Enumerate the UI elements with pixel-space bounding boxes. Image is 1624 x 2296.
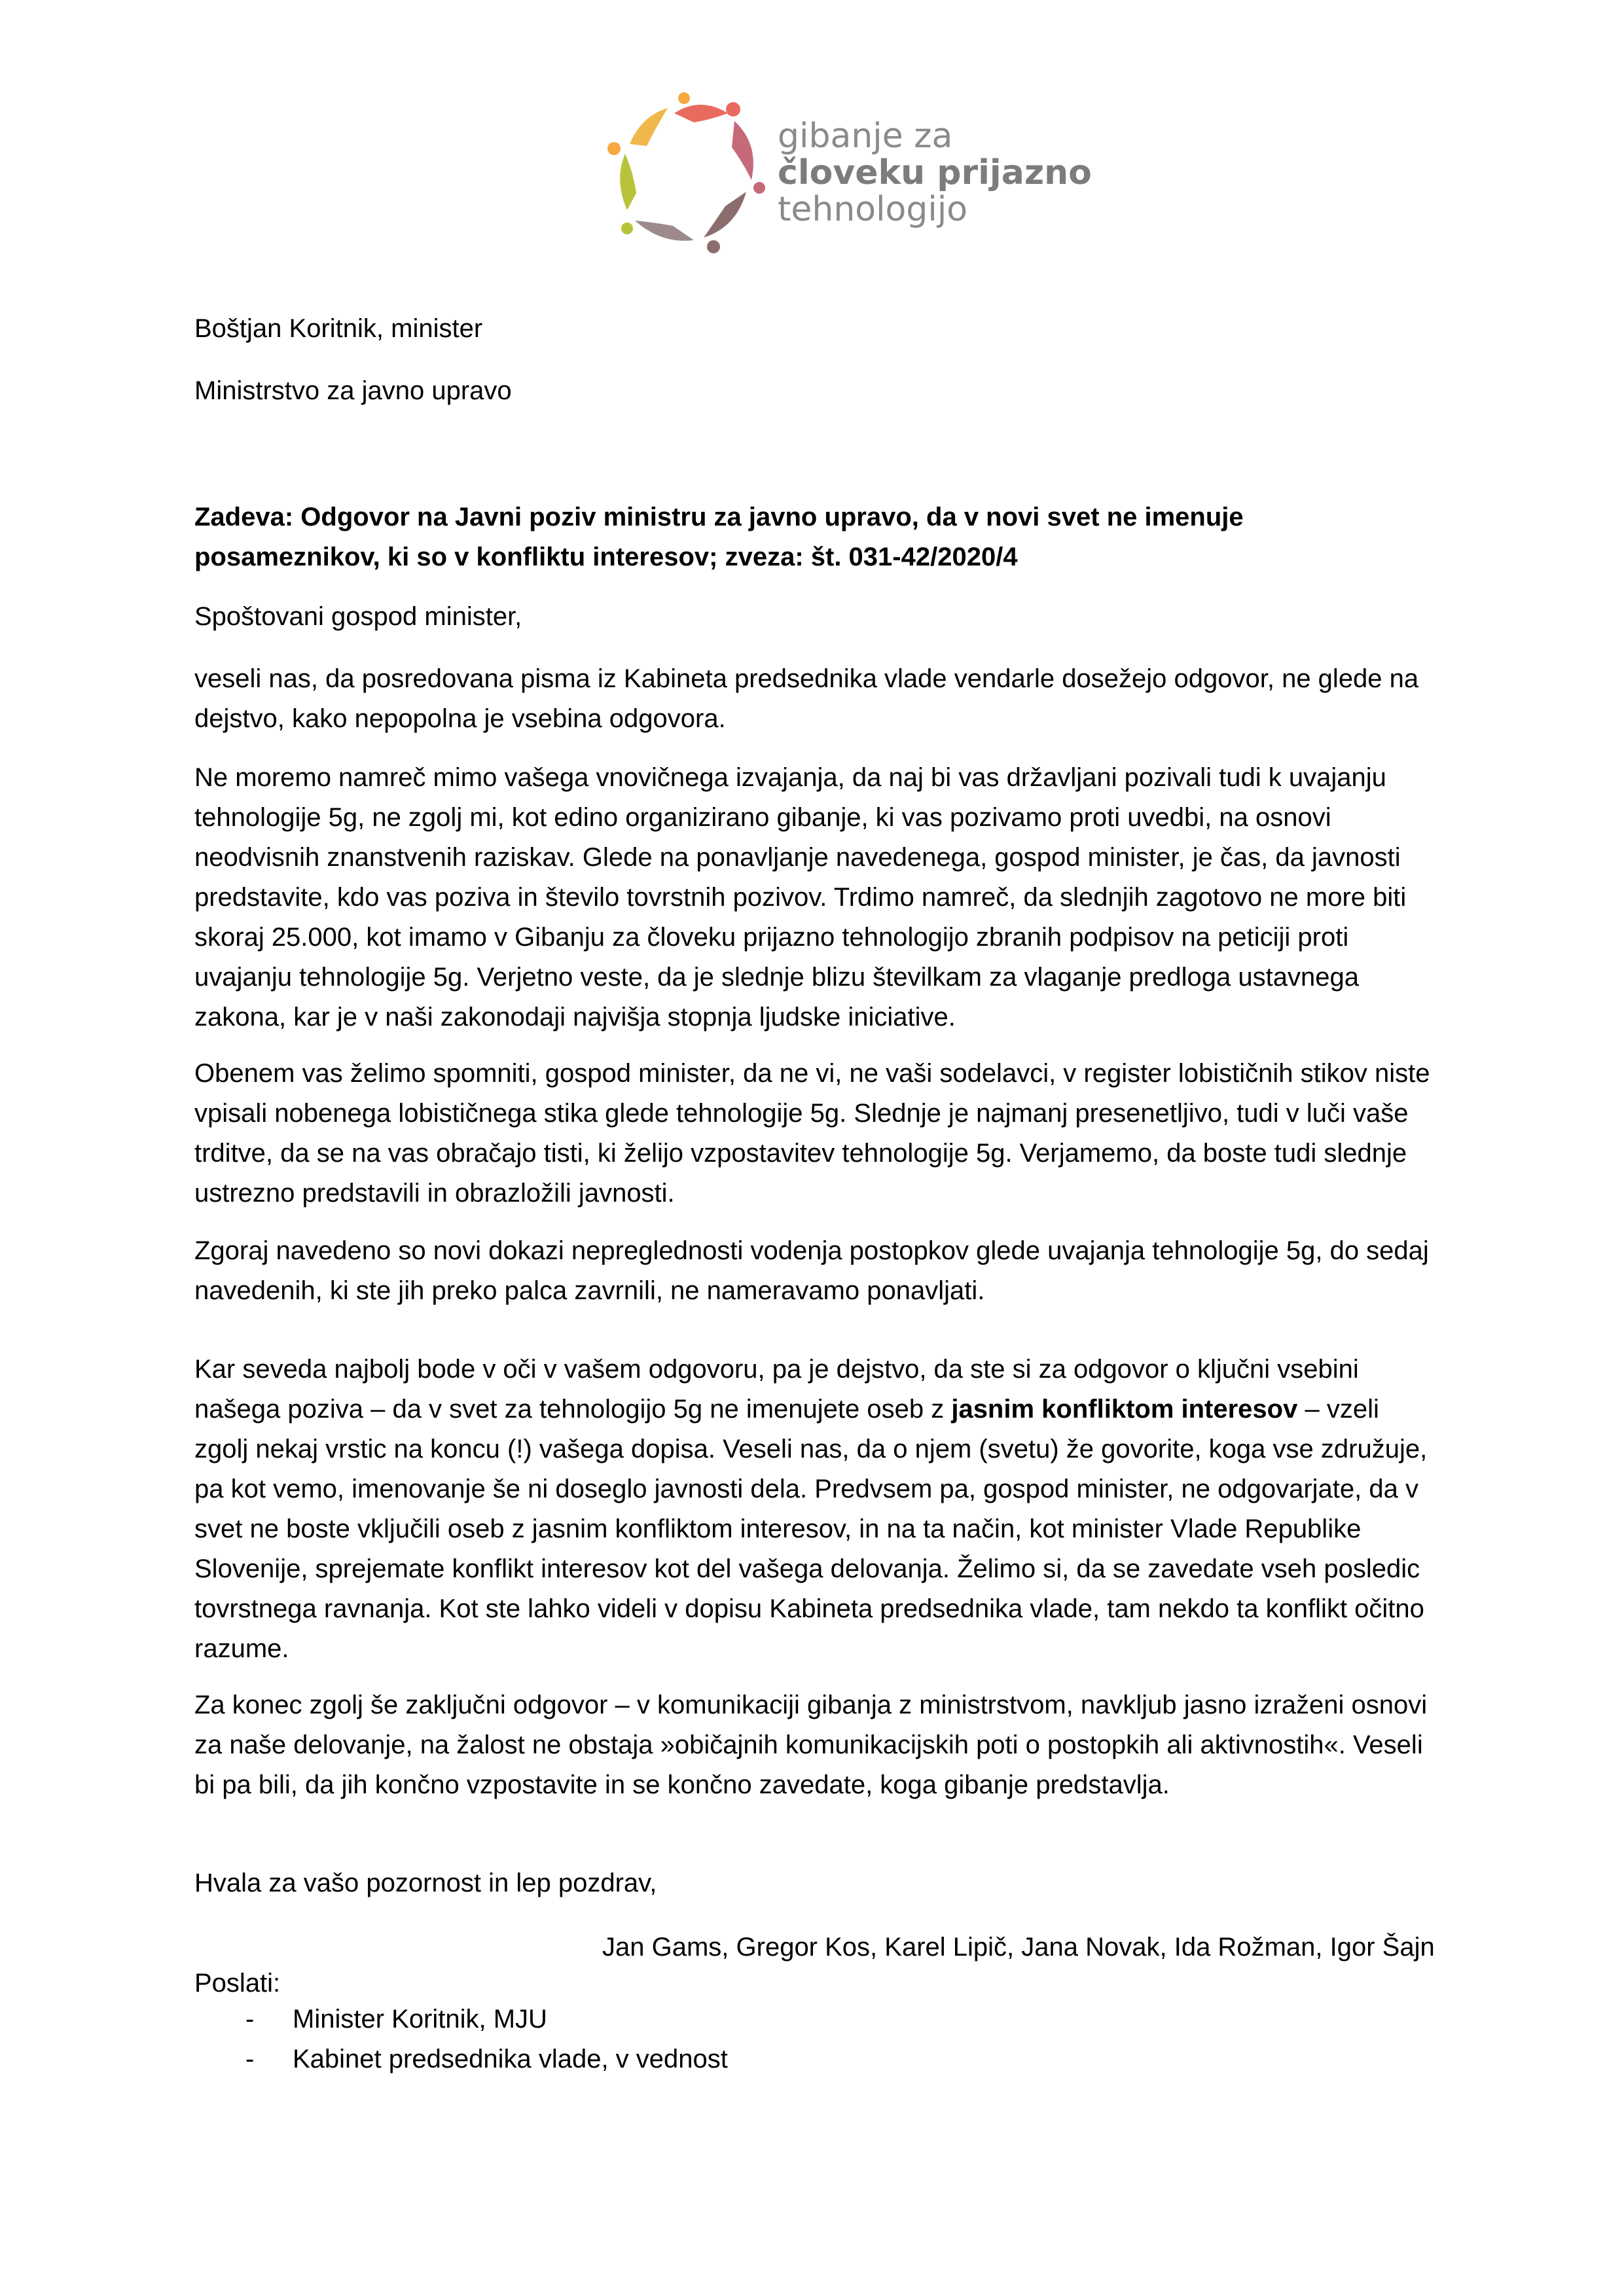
logo <box>605 92 1092 255</box>
logo-line-2: človeku prijazno <box>778 153 1092 192</box>
paragraph-2: Ne moremo namreč mimo vašega vnovičnega izvajanja, da naj bi vas državljani pozivali tudi k uvajanju tehnologije 5g, ne zgolj mi, kot edino organizirano gibanje, ki vas pozivamo proti uvedbi, na osnovi neodvisnih znanstvenih raziskav. Glede na ponavljanje navedenega, gospod minister, je čas, da javnosti predstavite, kdo vas poziva in število tovrstnih pozivov. Trdimo namreč, da slednjih zagotovo ne more biti skoraj 25.000, kot imamo v Gibanju za človeku prijazno tehnologijo zbranih podpisov na peticiji proti uvajanju tehnologije 5g. Verjetno veste, da je slednje blizu številkam za vlaganje predloga ustavnega zakona, kar je v naši zakonodaji najvišja stopnja ljudske iniciative. <box>194 763 1407 1031</box>
logo-line-3: tehnologijo <box>778 190 968 229</box>
paragraph-3: Obenem vas želimo spomniti, gospod minister, da ne vi, ne vaši sodelavci, v register lobističnih stikov niste vpisali nobenega lobističnega stika glede tehnologije 5g. Slednje je najmanj presenetljivo, tudi v luči vaše trditve, da se na vas obračajo tisti, ki želijo vzpostavitev tehnologije 5g. Verjamemo, da boste tudi slednje ustrezno predstavili in obrazložili javnosti. <box>194 1059 1430 1208</box>
subject-line: Zadeva: Odgovor na Javni poziv ministru za javno upravo, da v novi svet ne imenuje posameznikov, ki so v konfliktu interesov; zveza: št. 031-42/2020/4 <box>194 503 1244 571</box>
recipient-org: Ministrstvo za javno upravo <box>194 376 512 405</box>
list-item-text: Minister Koritnik, MJU <box>293 2005 547 2034</box>
distribution-label: Poslati: <box>194 1969 281 1998</box>
list-dash: - <box>245 2005 255 2034</box>
greeting: Spoštovani gospod minister, <box>194 602 522 631</box>
list-item <box>194 2000 728 2039</box>
list-item <box>194 2039 728 2079</box>
list-dash: - <box>245 2045 255 2073</box>
distribution-list <box>194 2000 728 2079</box>
paragraph-1: veseli nas, da posredovana pisma iz Kabineta predsednika vlade vendarle dosežejo odgovor, ne glede na dejstvo, kako nepopolna je vsebina odgovora. <box>194 664 1419 733</box>
signatories: Jan Gams, Gregor Kos, Karel Lipič, Jana Novak, Ida Rožman, Igor Šajn <box>602 1933 1435 1962</box>
paragraph-6: Za konec zgolj še zaključni odgovor – v komunikaciji gibanja z ministrstvom, navkljub jasno izraženi osnovi za naše delovanje, na žalost ne obstaja »običajnih komunikacijskih poti o postopkih ali aktivnostih«. Veseli bi pa bili, da jih končno vzpostavite in se končno zavedate, koga gibanje predstavlja. <box>194 1691 1428 1799</box>
paragraph-5-bold: jasnim konfliktom interesov <box>951 1395 1298 1424</box>
list-item-text: Kabinet predsednika vlade, v vednost <box>293 2045 728 2073</box>
paragraph-5-part-b: – vzeli zgolj nekaj vrstic na koncu (!) vašega dopisa. Veseli nas, da o njem (svetu) že govorite, koga vse združuje, pa kot vemo, imenovanje še ni doseglo javnosti dela. Predvsem pa, gospod minister, ne odgovarjate, da v svet ne boste vključili oseb z jasnim konfliktom interesov, in na ta način, kot minister Vlade Republike Slovenije, sprejemate konflikt interesov kot del vašega delovanja. Želimo si, da se zavedate vseh posledic tovrstnega ravnanja. Kot ste lahko videli v dopisu Kabineta predsednika vlade, tam nekdo ta konflikt očitno razume. <box>194 1395 1428 1663</box>
closing: Hvala za vašo pozornost in lep pozdrav, <box>194 1869 657 1897</box>
logo-text <box>778 118 1092 228</box>
logo-ring-icon <box>605 92 769 255</box>
paragraph-5-part-a: Kar seveda najbolj bode v oči v vašem odgovoru, pa je dejstvo, da ste si za odgovor o ključni vsebini našega poziva – da v svet za tehnologijo 5g ne imenujete oseb z <box>194 1355 1359 1424</box>
recipient-name: Boštjan Koritnik, minister <box>194 314 483 343</box>
paragraph-5 <box>194 1350 1432 1669</box>
paragraph-4: Zgoraj navedeno so novi dokazi nepreglednosti vodenja postopkov glede uvajanja tehnologije 5g, do sedaj navedenih, ki ste jih preko palca zavrnili, ne nameravamo ponavljati. <box>194 1236 1429 1305</box>
logo-line-1: gibanje za <box>778 117 953 156</box>
